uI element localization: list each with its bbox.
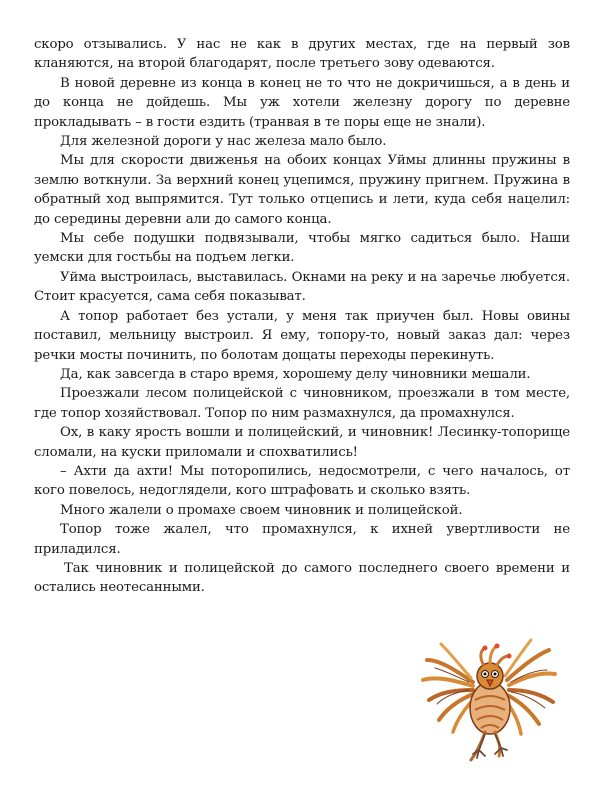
paragraph: – Ахти да ахти! Мы поторопились, недосмотрели, с чего началось, от кого повелось, недоглядели, кого штрафовать и сколько взять.: [34, 463, 570, 499]
paragraph: Так чиновник и полицейской до самого последнего своего времени и остались неотесанными.: [34, 560, 570, 596]
paragraph: Мы для скорости движенья на обоих концах Уймы длинны пружины в землю воткнули. За верхний конец уцепимся, пружину пригнем. Пружина в обратный ход выпрямится. Тут только отцепись и лети, куда себя нацелил: до середины деревни али до самого конца.: [34, 153, 570, 227]
paragraph: А топор работает без устали, у меня так приучен был. Новы овины поставил, мельницу выстроил. Я ему, топору-то, новый заказ дал: через речки мосты починить, по болотам дощаты переходы перекинуть.: [34, 308, 570, 363]
paragraph: Для железной дороги у нас железа мало было.: [60, 134, 387, 150]
paragraph: Проезжали лесом полицейской с чиновником, проезжали в том месте, где топор хозяйствовал. Топор по ним размахнулся, да промахнулся.: [34, 386, 570, 421]
paragraph: В новой деревне из конца в конец не то что не докричишься, а в день и до конца не дойдешь. Мы уж хотели железну дорогу по деревне прокладывать – в гости ездить (транвая в те поры еще не знали).: [34, 75, 570, 130]
paragraph: Да, как завсегда в старо время, хорошему делу чиновники мешали.: [60, 366, 531, 382]
paragraph: Уйма выстроилась, выставилась. Окнами на реку и на заречье любуется. Стоит красуется, сама себя показыват.: [34, 269, 570, 305]
paragraph: скоро отзывались. У нас не как в других местах, где на первый зов кланяются, на второй благодарят, после третьего зову одеваются.: [34, 37, 570, 72]
paragraph: Топор тоже жалел, что промахнулся, к ихней увертливости не приладился.: [34, 522, 570, 557]
paragraph: Мы себе подушки подвязывали, чтобы мягко садиться было. Наши уемски для гостьбы на подъем легки.: [34, 231, 570, 266]
paragraph: Много жалели о промахе своем чиновник и полицейской.: [60, 502, 463, 518]
paragraph: Ох, в каку ярость вошли и полицейский, и чиновник! Лесинку-топорище сломали, на куски приломали и спохватились!: [34, 425, 570, 460]
firebird-illustration-icon: [415, 630, 565, 780]
story-text: [34, 35, 570, 598]
